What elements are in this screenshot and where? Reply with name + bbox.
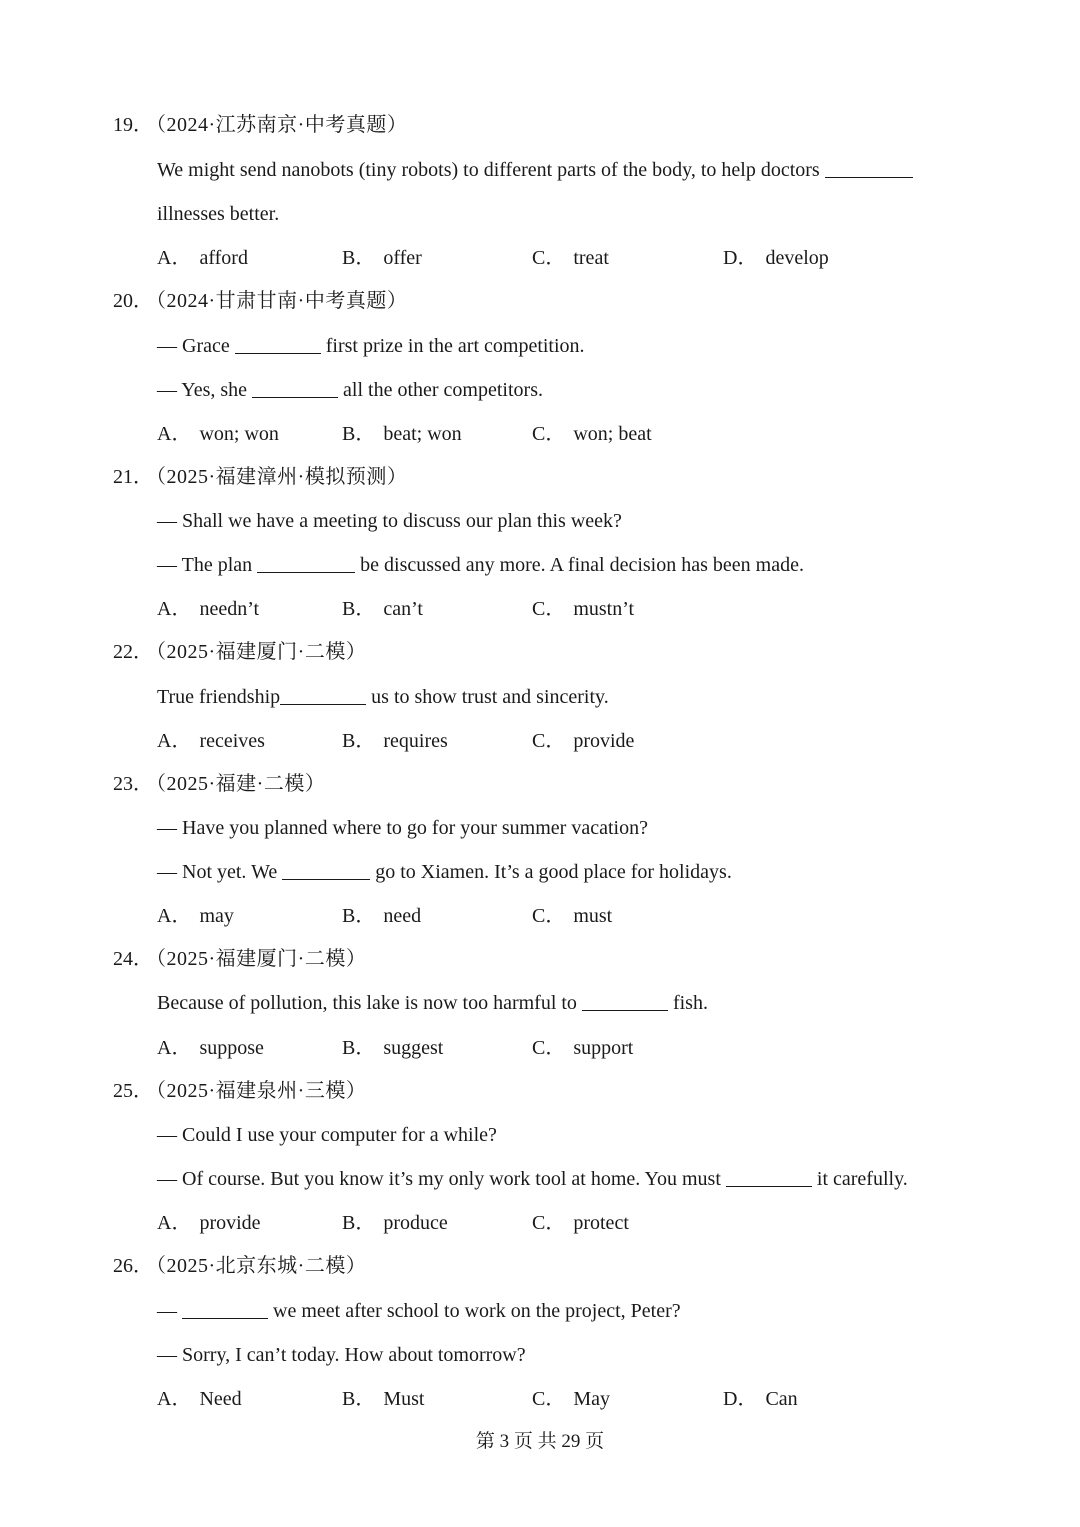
answer-blank[interactable] (280, 686, 366, 705)
question-source: （2025·福建泉州·三模） (146, 1080, 367, 1102)
option-d[interactable]: D． Can (723, 1388, 798, 1410)
option-c[interactable]: C． protect (532, 1212, 629, 1234)
answer-blank[interactable] (726, 1168, 812, 1187)
answer-blank[interactable] (825, 159, 913, 178)
answer-blank[interactable] (282, 861, 370, 880)
option-b[interactable]: B． produce (342, 1212, 448, 1234)
question-text-line: — Not yet. We go to Xiamen. It’s a good place for holidays. (157, 861, 732, 883)
question-source: （2025·福建厦门·二模） (146, 948, 367, 970)
option-b[interactable]: B． offer (342, 247, 422, 269)
option-c[interactable]: C． must (532, 905, 613, 927)
question-number: 19． (113, 114, 153, 136)
option-b[interactable]: B． beat; won (342, 423, 462, 445)
question-text-line: True friendship us to show trust and sincerity. (157, 686, 609, 708)
question-text-line: — Yes, she all the other competitors. (157, 379, 543, 401)
answer-blank[interactable] (252, 379, 338, 398)
option-c[interactable]: C． won; beat (532, 423, 652, 445)
question-source: （2024·甘肃甘南·中考真题） (146, 290, 408, 312)
question-source: （2025·北京东城·二模） (146, 1255, 367, 1277)
option-b[interactable]: B． Must (342, 1388, 425, 1410)
question-text-line: illnesses better. (157, 203, 280, 225)
question-number: 24． (113, 948, 153, 970)
question-text-line: — Shall we have a meeting to discuss our plan this week? (157, 510, 622, 532)
question-text-line: — The plan be discussed any more. A final decision has been made. (157, 554, 804, 576)
question-number: 23． (113, 773, 153, 795)
option-b[interactable]: B． suggest (342, 1037, 444, 1059)
option-a[interactable]: A． Need (157, 1388, 242, 1410)
option-c[interactable]: C． support (532, 1037, 634, 1059)
question-text-line: We might send nanobots (tiny robots) to different parts of the body, to help doctors (157, 158, 913, 182)
question-source: （2025·福建漳州·模拟预测） (146, 466, 408, 488)
option-b[interactable]: B． need (342, 905, 422, 927)
question-source: （2024·江苏南京·中考真题） (146, 114, 408, 136)
question-number: 21． (113, 466, 153, 488)
question-source: （2025·福建·二模） (146, 773, 326, 795)
option-c[interactable]: C． provide (532, 730, 635, 752)
option-b[interactable]: B． requires (342, 730, 448, 752)
question-number: 25． (113, 1080, 153, 1102)
option-d[interactable]: D． develop (723, 247, 829, 269)
question-text-line: — Sorry, I can’t today. How about tomorrow? (157, 1344, 526, 1366)
answer-blank[interactable] (182, 1300, 268, 1319)
question-text-line: — Grace first prize in the art competition. (157, 335, 585, 357)
option-a[interactable]: A． may (157, 905, 234, 927)
answer-blank[interactable] (257, 554, 355, 573)
option-a[interactable]: A． provide (157, 1212, 261, 1234)
option-c[interactable]: C． treat (532, 247, 609, 269)
option-a[interactable]: A． afford (157, 247, 248, 269)
question-number: 22． (113, 641, 153, 663)
option-c[interactable]: C． mustn’t (532, 598, 635, 620)
question-number: 26． (113, 1255, 153, 1277)
option-c[interactable]: C． May (532, 1388, 611, 1410)
question-number: 20． (113, 290, 153, 312)
question-source: （2025·福建厦门·二模） (146, 641, 367, 663)
option-a[interactable]: A． suppose (157, 1037, 264, 1059)
option-a[interactable]: A． won; won (157, 423, 279, 445)
question-text-line: — Of course. But you know it’s my only work tool at home. You must it carefully. (157, 1168, 908, 1190)
page-footer: 第 3 页 共 29 页 (475, 1431, 605, 1452)
option-b[interactable]: B． can’t (342, 598, 423, 620)
option-a[interactable]: A． receives (157, 730, 265, 752)
question-text-line: — Could I use your computer for a while? (157, 1124, 497, 1146)
answer-blank[interactable] (582, 992, 668, 1011)
question-text-line: Because of pollution, this lake is now too harmful to fish. (157, 992, 708, 1014)
question-text-line: — Have you planned where to go for your summer vacation? (157, 817, 648, 839)
question-text-line: — we meet after school to work on the project, Peter? (157, 1300, 681, 1322)
answer-blank[interactable] (235, 335, 321, 354)
option-a[interactable]: A． needn’t (157, 598, 260, 620)
